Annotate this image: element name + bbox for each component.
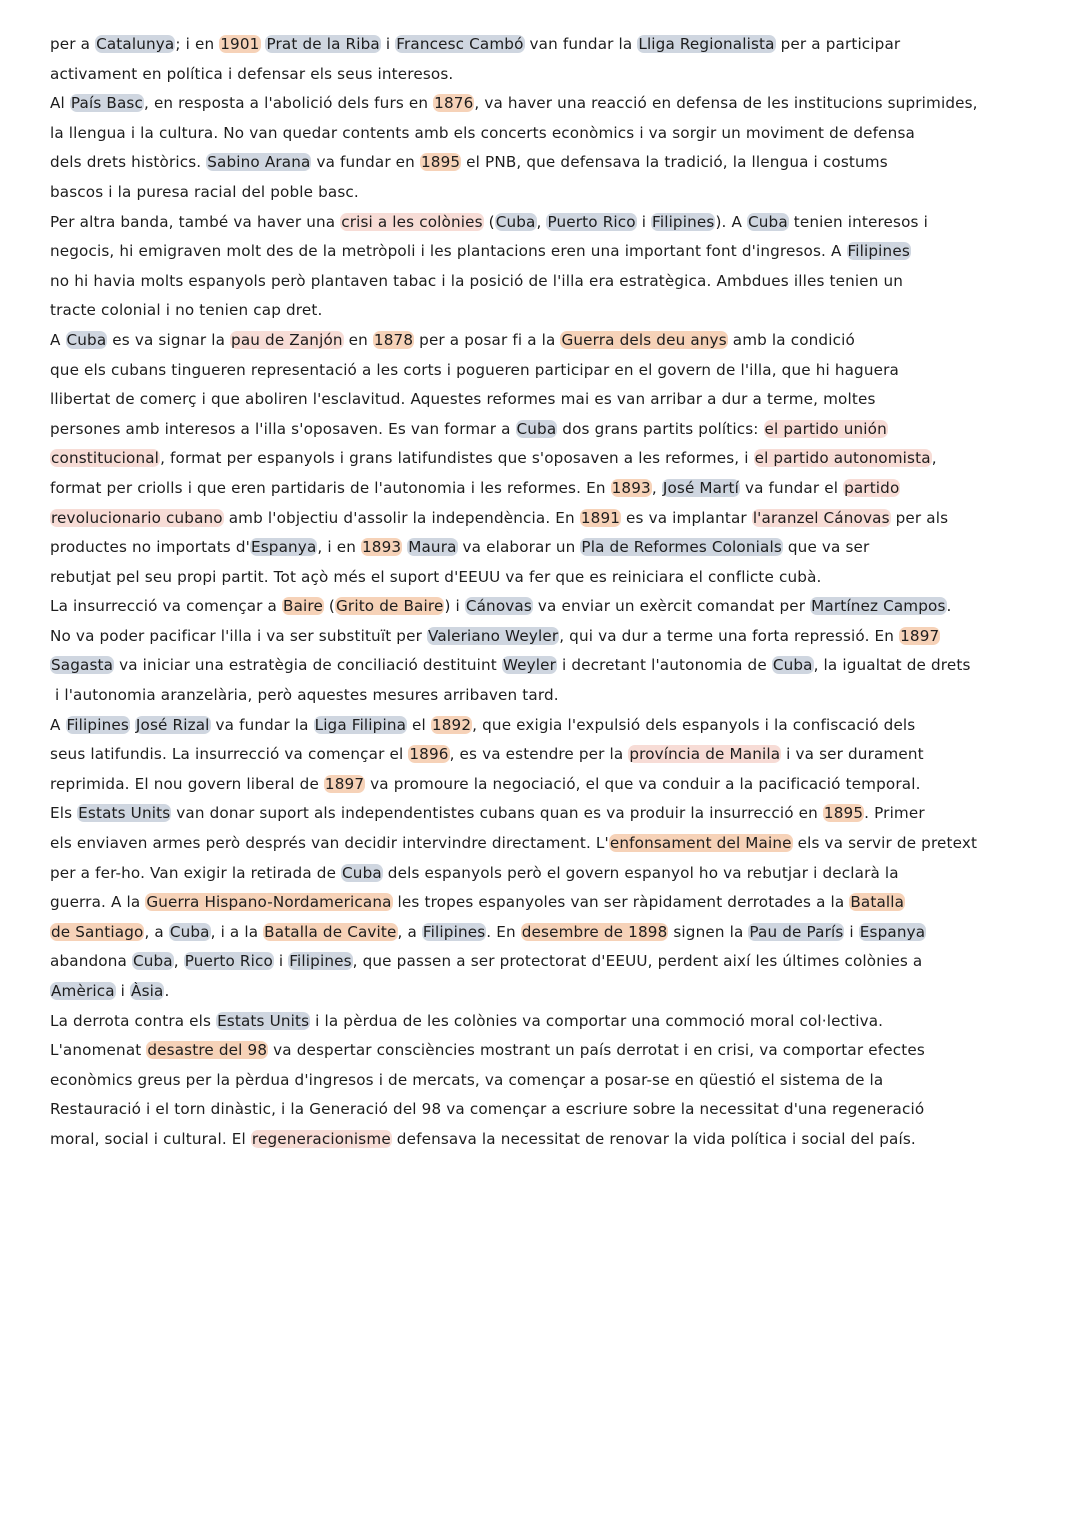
- highlighted-term: Filipines: [289, 952, 352, 971]
- text-segment: i: [273, 952, 289, 971]
- text-line: [50, 119, 1044, 149]
- text-line: [50, 1036, 1044, 1066]
- text-line: [50, 740, 1044, 770]
- highlighted-term: 1896: [409, 745, 449, 764]
- highlighted-term: Valeriano Weyler: [427, 626, 559, 645]
- text-line: [50, 326, 1044, 356]
- text-line: [50, 918, 1044, 948]
- text-segment: Per altra banda, també va haver una: [50, 212, 341, 231]
- text-line: [50, 1007, 1044, 1037]
- highlighted-term: 1897: [324, 774, 365, 793]
- highlighted-term: Batalla de Cavite: [264, 922, 397, 941]
- highlighted-term: Puerto Rico: [547, 212, 636, 231]
- highlighted-term: Guerra Hispano-Nordamericana: [146, 893, 392, 912]
- text-segment: (: [483, 212, 495, 231]
- highlighted-term: Filipines: [66, 715, 129, 734]
- highlighted-term: província de Manila: [629, 745, 781, 764]
- text-segment: , la igualtat de drets: [813, 656, 971, 675]
- text-segment: no hi havia molts espanyols però plantaven tabac i la posició de l'illa era estratègica. Ambdues illes tenien un: [50, 271, 904, 290]
- text-segment: ) i: [444, 597, 465, 616]
- text-line: [50, 859, 1044, 889]
- text-line: [50, 651, 1044, 681]
- text-segment: i: [115, 982, 131, 1000]
- highlighted-term: constitucional: [51, 449, 160, 468]
- text-segment: reprimida. El nou govern liberal de: [50, 774, 324, 793]
- text-line: [50, 1125, 1044, 1155]
- text-segment: , a: [144, 922, 169, 941]
- highlighted-term: Filipines: [652, 212, 715, 231]
- highlighted-term: Lliga Regionalista: [638, 35, 775, 53]
- text-segment: amb l'objectiu d'assolir la independència. En: [223, 508, 580, 527]
- text-segment: A: [50, 330, 66, 349]
- highlighted-term: Cuba: [772, 656, 813, 675]
- text-segment: va despertar consciències mostrant un país derrotat i en crisi, va comportar efectes: [268, 1041, 925, 1060]
- text-segment: i la pèrdua de les colònies va comportar una commoció moral col·lectiva.: [310, 1011, 884, 1030]
- text-segment: rebutjat pel seu propi partit. Tot açò més el suport d'EEUU va fer que es reiniciara el conflicte cubà.: [50, 567, 822, 586]
- text-segment: defensava la necessitat de renovar la vida política i social del país.: [391, 1129, 916, 1148]
- highlighted-term: 1878: [373, 330, 414, 349]
- highlighted-term: 1891: [580, 508, 621, 527]
- highlighted-term: Espanya: [859, 922, 926, 941]
- highlighted-term: Filipines: [422, 922, 486, 941]
- highlighted-term: Filipines: [847, 242, 910, 261]
- text-line: [50, 415, 1044, 445]
- highlighted-term: Cuba: [169, 922, 210, 941]
- highlighted-term: partido: [844, 478, 900, 497]
- highlighted-term: 1892: [431, 715, 472, 734]
- highlighted-term: Liga Filipina: [314, 715, 407, 734]
- text-segment: A: [50, 715, 66, 734]
- text-line: [50, 178, 1044, 208]
- text-segment: el: [407, 715, 431, 734]
- highlighted-term: Pau de París: [749, 922, 844, 941]
- highlighted-term: Cuba: [516, 419, 557, 438]
- highlighted-term: pau de Zanjón: [231, 330, 343, 349]
- text-segment: , qui va dur a terme una forta repressió. En: [559, 626, 900, 645]
- text-line: [50, 533, 1044, 563]
- text-line: [50, 89, 1044, 119]
- text-segment: dels drets històrics.: [50, 153, 207, 172]
- text-segment: va promoure la negociació, el que va conduir a la pacificació temporal.: [365, 774, 921, 793]
- text-segment: La derrota contra els: [50, 1011, 217, 1030]
- highlighted-term: Martínez Campos: [811, 597, 946, 616]
- highlighted-term: de Santiago: [51, 922, 144, 941]
- text-segment: , en resposta a l'abolició dels furs en: [143, 94, 434, 113]
- text-segment: . En: [486, 922, 521, 941]
- text-line: [50, 237, 1044, 267]
- highlighted-term: Grito de Baire: [336, 597, 444, 616]
- text-line: [50, 592, 1044, 622]
- text-segment: Restauració i el torn dinàstic, i la Generació del 98 va començar a escriure sobre la necessitat d'una regeneració: [50, 1100, 925, 1119]
- text-segment: tracte colonial i no tenien cap dret.: [50, 301, 323, 320]
- text-segment: dels espanyols però el govern espanyol ho va rebutjar i declarà la: [382, 863, 899, 882]
- highlighted-term: 1901: [220, 35, 260, 53]
- highlighted-term: Amèrica: [51, 982, 115, 1000]
- text-line: [50, 947, 1044, 977]
- text-segment: i: [844, 922, 859, 941]
- text-segment: va elaborar un: [457, 538, 581, 557]
- highlighted-term: 1897: [900, 626, 940, 645]
- highlighted-term: l'aranzel Cánovas: [752, 508, 890, 527]
- highlighted-term: Pla de Reformes Colonials: [581, 538, 782, 557]
- highlighted-term: desastre del 98: [147, 1041, 268, 1060]
- highlighted-term: enfonsament del Maine: [609, 834, 792, 853]
- text-segment: ). A: [715, 212, 747, 231]
- text-segment: econòmics greus per la pèrdua d'ingresos i de mercats, va començar a posar-se en qüestió el sistema de la: [50, 1070, 884, 1089]
- text-segment: per a: [50, 35, 96, 53]
- text-segment: que els cubans tingueren representació a les corts i pogueren participar en el govern de l'illa, que hi haguera: [50, 360, 899, 379]
- highlighted-term: País Basc: [70, 94, 143, 113]
- text-segment: amb la condició: [727, 330, 855, 349]
- text-segment: Al: [50, 94, 70, 113]
- text-segment: No va poder pacificar l'illa i va ser substituït per: [50, 626, 427, 645]
- highlighted-term: Cuba: [748, 212, 788, 231]
- text-line: [50, 829, 1044, 859]
- text-segment: la llengua i la cultura. No van quedar contents amb els concerts econòmics i va sorgir un moviment de defensa: [50, 123, 915, 142]
- text-line: [50, 563, 1044, 593]
- highlighted-term: revolucionario cubano: [51, 508, 223, 527]
- text-segment: i va ser durament: [781, 745, 924, 764]
- highlighted-term: Puerto Rico: [184, 952, 273, 971]
- highlighted-term: Prat de la Riba: [266, 35, 380, 53]
- text-segment: abandona: [50, 952, 132, 971]
- highlighted-term: Cuba: [66, 330, 107, 349]
- text-line: [50, 148, 1044, 178]
- text-line: [50, 1066, 1044, 1096]
- highlighted-term: 1876: [434, 94, 474, 113]
- text-segment: moral, social i cultural. El: [50, 1129, 251, 1148]
- text-segment: es va signar la: [107, 330, 231, 349]
- text-segment: ; i en: [175, 35, 220, 53]
- text-line: [50, 474, 1044, 504]
- text-segment: va fundar en: [311, 153, 420, 172]
- text-line: [50, 977, 1044, 1007]
- text-segment: productes no importats d': [50, 538, 250, 557]
- text-segment: , i en: [317, 538, 361, 557]
- text-segment: signen la: [668, 922, 749, 941]
- text-line: [50, 681, 1044, 711]
- text-segment: Els: [50, 804, 78, 823]
- highlighted-term: Àsia: [131, 982, 164, 1000]
- highlighted-term: 1895: [823, 804, 864, 823]
- text-segment: els va servir de pretext: [792, 834, 978, 853]
- highlighted-term: Weyler: [502, 656, 557, 675]
- text-segment: els enviaven armes però després van decidir intervindre directament. L': [50, 834, 609, 853]
- highlighted-term: el partido autonomista: [754, 449, 931, 468]
- text-line: [50, 770, 1044, 800]
- text-segment: per a posar fi a la: [414, 330, 561, 349]
- text-segment: guerra. A la: [50, 893, 146, 912]
- text-line: [50, 1095, 1044, 1125]
- text-segment: La insurrecció va començar a: [50, 597, 282, 616]
- highlighted-term: Sagasta: [51, 656, 114, 675]
- highlighted-term: Batalla: [850, 893, 905, 912]
- text-segment: .: [164, 982, 170, 1000]
- text-line: [50, 296, 1044, 326]
- text-segment: format per criolls i que eren partidaris de l'autonomia i les reformes. En: [50, 478, 611, 497]
- text-segment: per als: [890, 508, 949, 527]
- text-segment: , format per espanyols i grans latifundistes que s'oposaven a les reformes, i: [160, 449, 754, 468]
- text-line: [50, 799, 1044, 829]
- highlighted-term: Cuba: [495, 212, 536, 231]
- text-segment: i l'autonomia aranzelària, però aquestes mesures arribaven tard.: [50, 686, 559, 705]
- highlighted-term: crisi a les colònies: [341, 212, 483, 231]
- highlighted-term: Maura: [408, 538, 457, 557]
- text-line: [50, 208, 1044, 238]
- text-segment: , es va estendre per la: [449, 745, 629, 764]
- highlighted-term: 1893: [361, 538, 402, 557]
- text-segment: L'anomenat: [50, 1041, 147, 1060]
- text-segment: el PNB, que defensava la tradició, la llengua i costums: [461, 153, 888, 172]
- text-segment: (: [323, 597, 336, 616]
- highlighted-term: Guerra dels deu anys: [561, 330, 727, 349]
- text-line: [50, 356, 1044, 386]
- text-segment: dos grans partits polítics:: [557, 419, 764, 438]
- text-segment: seus latifundis. La insurrecció va començar el: [50, 745, 409, 764]
- highlighted-term: Cuba: [132, 952, 173, 971]
- text-line: [50, 60, 1044, 90]
- highlighted-term: desembre de 1898: [521, 922, 668, 941]
- text-segment: , va haver una reacció en defensa de les institucions suprimides,: [474, 94, 978, 113]
- text-line: [50, 888, 1044, 918]
- text-segment: tenien interesos i: [788, 212, 928, 231]
- text-segment: , i a la: [210, 922, 264, 941]
- text-segment: , que passen a ser protectorat d'EEUU, perdent així les últimes colònies a: [352, 952, 923, 971]
- text-segment: i decretant l'autonomia de: [557, 656, 772, 675]
- highlighted-term: Sabino Arana: [207, 153, 311, 172]
- text-line: [50, 444, 1044, 474]
- text-segment: ,: [536, 212, 547, 231]
- highlighted-term: 1895: [420, 153, 461, 172]
- text-segment: negocis, hi emigraven molt des de la metròpoli i les plantacions eren una important font d'ingresos. A: [50, 242, 847, 261]
- notes-text-body: [50, 30, 1044, 1155]
- text-segment: va iniciar una estratègia de conciliació destituint: [114, 656, 502, 675]
- text-line: [50, 622, 1044, 652]
- text-segment: les tropes espanyoles van ser ràpidament derrotades a la: [392, 893, 850, 912]
- text-segment: es va implantar: [621, 508, 752, 527]
- highlighted-term: Francesc Cambó: [396, 35, 524, 53]
- text-segment: van fundar la: [524, 35, 638, 53]
- text-segment: . Primer: [864, 804, 925, 823]
- text-segment: va enviar un exèrcit comandat per: [532, 597, 811, 616]
- text-line: [50, 504, 1044, 534]
- text-line: [50, 711, 1044, 741]
- highlighted-term: Baire: [283, 597, 323, 616]
- text-segment: activament en política i defensar els seus interesos.: [50, 64, 454, 83]
- text-segment: persones amb interesos a l'illa s'oposaven. Es van formar a: [50, 419, 516, 438]
- text-line: [50, 30, 1044, 60]
- text-segment: .: [946, 597, 952, 616]
- text-segment: ,: [651, 478, 662, 497]
- highlighted-term: Cuba: [342, 863, 382, 882]
- text-segment: va fundar la: [210, 715, 314, 734]
- highlighted-term: José Martí: [662, 478, 739, 497]
- text-line: [50, 385, 1044, 415]
- text-segment: ,: [173, 952, 184, 971]
- text-segment: per a fer-ho. Van exigir la retirada de: [50, 863, 342, 882]
- text-line: [50, 267, 1044, 297]
- text-segment: llibertat de comerç i que aboliren l'esclavitud. Aquestes reformes mai es van arribar a dur a terme, moltes: [50, 390, 876, 409]
- highlighted-term: Espanya: [250, 538, 317, 557]
- highlighted-term: 1893: [611, 478, 651, 497]
- highlighted-term: Estats Units: [217, 1011, 310, 1030]
- text-segment: van donar suport als independentistes cubans quan es va produir la insurrecció en: [171, 804, 823, 823]
- highlighted-term: el partido unión: [764, 419, 887, 438]
- highlighted-term: Estats Units: [78, 804, 171, 823]
- text-segment: ,: [931, 449, 937, 468]
- text-segment: per a participar: [775, 35, 901, 53]
- text-segment: i: [380, 35, 396, 53]
- highlighted-term: José Rizal: [135, 715, 210, 734]
- text-segment: en: [343, 330, 373, 349]
- highlighted-term: Catalunya: [96, 35, 175, 53]
- highlighted-term: regeneracionisme: [251, 1129, 391, 1148]
- text-segment: i: [636, 212, 652, 231]
- text-segment: va fundar el: [740, 478, 844, 497]
- text-segment: que va ser: [782, 538, 870, 557]
- text-segment: bascos i la puresa racial del poble basc.: [50, 182, 359, 201]
- text-segment: , a: [397, 922, 422, 941]
- text-segment: , que exigia l'expulsió dels espanyols i la confiscació dels: [472, 715, 916, 734]
- highlighted-term: Cánovas: [465, 597, 532, 616]
